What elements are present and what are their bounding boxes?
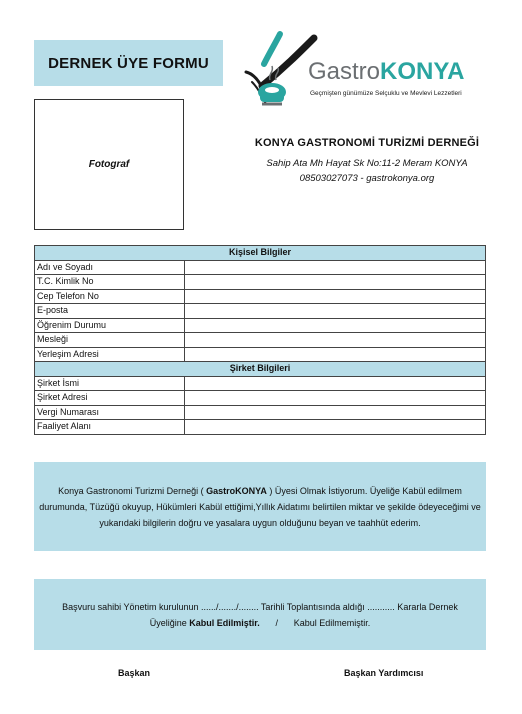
signature-president: Başkan <box>118 668 151 678</box>
full-name-field[interactable] <box>185 260 486 275</box>
field-label: Şirket Adresi <box>35 391 185 406</box>
field-label: Vergi Numarası <box>35 405 185 420</box>
gastrokonya-logo <box>240 28 490 114</box>
occupation-field[interactable] <box>185 333 486 348</box>
decision-accepted: Kabul Edilmiştir. <box>189 617 260 628</box>
form-title: DERNEK ÜYE FORMU <box>34 40 223 86</box>
declaration-text <box>36 483 484 531</box>
table-row <box>35 260 486 275</box>
declaration-panel <box>34 462 486 551</box>
field-label: Faaliyet Alanı <box>35 420 185 435</box>
table-row <box>35 405 486 420</box>
section-header-row <box>35 362 486 377</box>
membership-form-table <box>34 245 486 435</box>
photo-box <box>34 99 184 230</box>
table-row <box>35 289 486 304</box>
logo-wordmark <box>308 58 465 86</box>
logo-brand-gastro: Gastro <box>308 58 381 85</box>
field-label: Adı ve Soyadı <box>35 260 185 275</box>
organization-name: KONYA GASTRONOMİ TURİZMİ DERNEĞİ <box>254 137 480 149</box>
table-row <box>35 347 486 362</box>
table-row <box>35 420 486 435</box>
organization-address: Sahip Ata Mh Hayat Sk No:11-2 Meram KONYA <box>266 158 468 169</box>
decision-line2 <box>62 615 458 631</box>
signature-vice-president: Başkan Yardımcısı <box>344 668 424 678</box>
field-label: T.C. Kimlik No <box>35 275 185 290</box>
board-decision-panel <box>34 579 486 650</box>
tax-number-field[interactable] <box>185 405 486 420</box>
logo-tagline: Geçmişten günümüze Selçuklu ve Mevlevi Lezzetleri <box>310 90 462 97</box>
personal-section-title: Kişisel Bilgiler <box>35 246 486 261</box>
section-header-row <box>35 246 486 261</box>
field-label: Cep Telefon No <box>35 289 185 304</box>
table-row <box>35 391 486 406</box>
field-label: Yerleşim Adresi <box>35 347 185 362</box>
decision-line1: Başvuru sahibi Yönetim kurulunun ....../......./........ Tarihli Toplantısında aldığı ........... Kararla Dernek <box>62 601 458 612</box>
company-address-field[interactable] <box>185 391 486 406</box>
logo-brand-konya: KONYA <box>380 58 465 85</box>
table-row <box>35 376 486 391</box>
decision-separator: / <box>275 617 278 628</box>
organization-info <box>236 137 498 186</box>
email-field[interactable] <box>185 304 486 319</box>
declaration-brand: GastroKONYA <box>206 485 267 496</box>
table-row <box>35 318 486 333</box>
declaration-part2: ) Üyesi Olmak İstiyorum. Üyeliğe Kabül edilmem durumunda, Tüzüğü okuyup, Hükümleri Kabül ettiğimi,Yıllık Aidatımı belirtilen miktar ve şekilde ödeyeceğimi ve yukarıdaki bilgilerin doğru ve yasalara uygun olduğunu beyan ve taahhüt ederim. <box>39 485 481 528</box>
field-label: Şirket İsmi <box>35 376 185 391</box>
table-row <box>35 304 486 319</box>
decision-prefix: Üyeliğine <box>149 617 190 628</box>
photo-label: Fotograf <box>88 159 130 170</box>
field-label: E-posta <box>35 304 185 319</box>
education-field[interactable] <box>185 318 486 333</box>
mobile-phone-field[interactable] <box>185 289 486 304</box>
field-label: Mesleği <box>35 333 185 348</box>
decision-rejected: Kabul Edilmemiştir. <box>293 617 371 628</box>
company-section-title: Şirket Bilgileri <box>35 362 486 377</box>
tc-id-field[interactable] <box>185 275 486 290</box>
field-label: Öğrenim Durumu <box>35 318 185 333</box>
declaration-part1: Konya Gastronomi Turizmi Derneği ( <box>58 485 207 496</box>
business-area-field[interactable] <box>185 420 486 435</box>
organization-contact: 08503027073 - gastrokonya.org <box>299 173 435 184</box>
table-row <box>35 275 486 290</box>
company-name-field[interactable] <box>185 376 486 391</box>
table-row <box>35 333 486 348</box>
residence-address-field[interactable] <box>185 347 486 362</box>
